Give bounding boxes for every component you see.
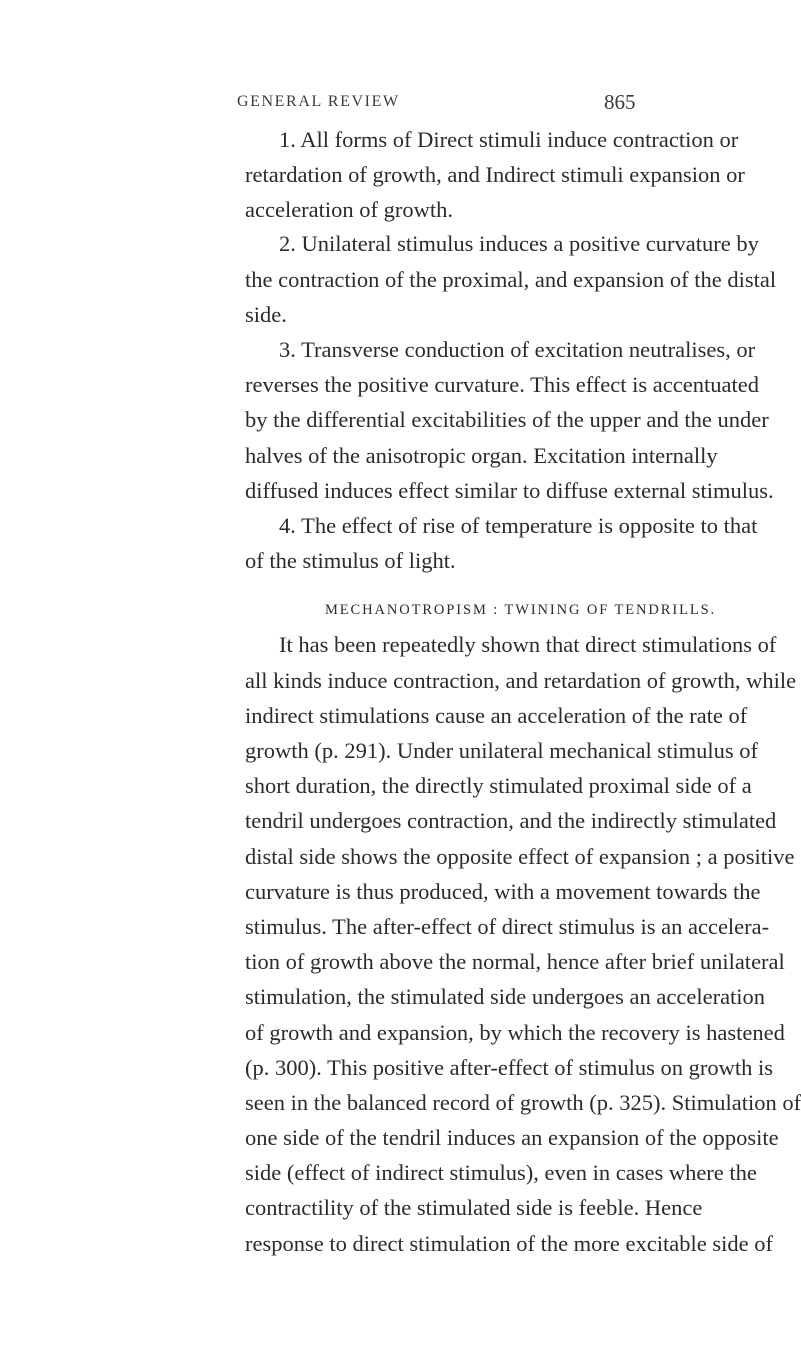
running-head: GENERAL REVIEW bbox=[237, 93, 400, 110]
body-line: distal side shows the opposite effect of expansion ; a positive bbox=[245, 844, 795, 869]
section-title: MECHANOTROPISM : TWINING OF TENDRILLS. bbox=[325, 602, 717, 618]
summary-line: acceleration of growth. bbox=[245, 197, 454, 222]
summary-line: diffused induces effect similar to diffuse external stimulus. bbox=[245, 478, 774, 503]
summary-line: 2. Unilateral stimulus induces a positive curvature by bbox=[279, 231, 759, 256]
summary-line: reverses the positive curvature. This effect is accentuated bbox=[245, 372, 759, 397]
body-line: tendril undergoes contraction, and the indirectly stimulated bbox=[245, 808, 777, 833]
summary-line: side. bbox=[245, 302, 287, 327]
body-line: (p. 300). This positive after-effect of stimulus on growth is bbox=[245, 1055, 774, 1080]
summary-line: 4. The effect of rise of temperature is opposite to that bbox=[279, 513, 758, 538]
body-line: growth (p. 291). Under unilateral mechanical stimulus of bbox=[245, 738, 758, 763]
body-line: one side of the tendril induces an expansion of the opposite bbox=[245, 1125, 779, 1150]
body-line: indirect stimulations cause an acceleration of the rate of bbox=[245, 703, 748, 728]
body-line: seen in the balanced record of growth (p. 325). Stimulation of bbox=[245, 1090, 801, 1115]
body-line: short duration, the directly stimulated proximal side of a bbox=[245, 773, 752, 798]
body-line: It has been repeatedly shown that direct stimulations of bbox=[279, 632, 777, 657]
body-line: side (effect of indirect stimulus), even in cases where the bbox=[245, 1160, 757, 1185]
summary-line: retardation of growth, and Indirect stimuli expansion or bbox=[245, 162, 745, 187]
summary-line: 3. Transverse conduction of excitation neutralises, or bbox=[279, 337, 756, 362]
summary-line: the contraction of the proximal, and expansion of the distal bbox=[245, 267, 777, 292]
summary-line: 1. All forms of Direct stimuli induce contraction or bbox=[279, 127, 739, 152]
body-line: contractility of the stimulated side is feeble. Hence bbox=[245, 1195, 703, 1220]
body-line: curvature is thus produced, with a movement towards the bbox=[245, 879, 761, 904]
body-line: stimulus. The after-effect of direct stimulus is an accelera- bbox=[245, 914, 770, 939]
body-line: response to direct stimulation of the more excitable side of bbox=[245, 1231, 773, 1256]
summary-line: of the stimulus of light. bbox=[245, 548, 456, 573]
page-number: 865 bbox=[604, 90, 636, 114]
summary-line: halves of the anisotropic organ. Excitation internally bbox=[245, 443, 718, 468]
body-line: stimulation, the stimulated side undergoes an acceleration bbox=[245, 984, 766, 1009]
body-line: all kinds induce contraction, and retardation of growth, while bbox=[245, 668, 797, 693]
summary-line: by the differential excitabilities of the upper and the under bbox=[245, 407, 769, 432]
body-line: tion of growth above the normal, hence after brief unilateral bbox=[245, 949, 785, 974]
page-header bbox=[0, 90, 801, 123]
body-line: of growth and expansion, by which the recovery is hastened bbox=[245, 1020, 785, 1045]
